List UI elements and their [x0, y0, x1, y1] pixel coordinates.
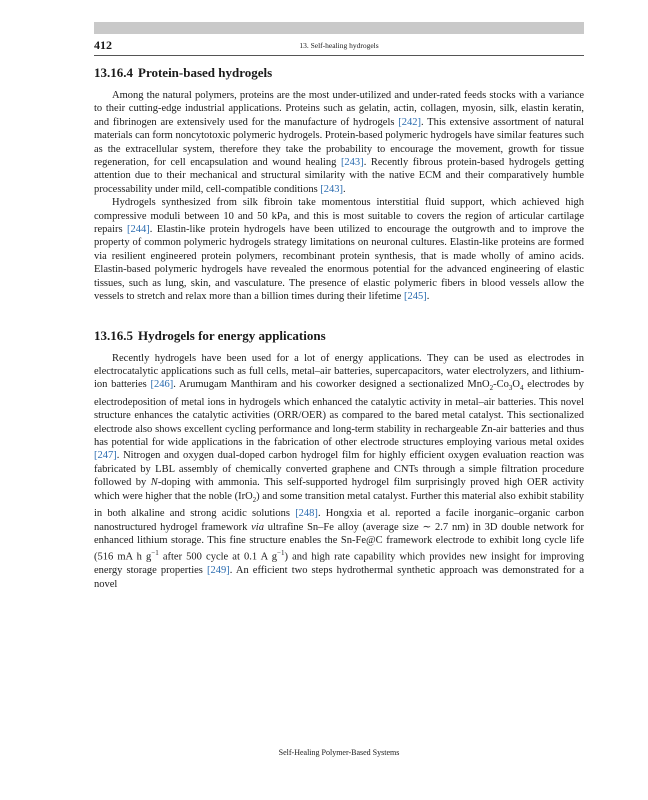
section-title: Protein-based hydrogels	[138, 65, 273, 80]
superscript: −1	[151, 549, 159, 558]
section-heading	[94, 64, 584, 81]
running-title: 13. Self-healing hydrogels	[299, 41, 379, 50]
superscript: −1	[277, 549, 285, 558]
italic-text: via	[251, 521, 264, 533]
subscript: 3	[508, 384, 513, 393]
italic-text: N	[150, 477, 158, 489]
citation-link[interactable]: [243]	[340, 157, 364, 169]
main-content	[94, 64, 584, 591]
section-number: 13.16.5	[94, 327, 133, 343]
citation-link[interactable]: [249]	[206, 565, 230, 577]
subscript: 2	[489, 384, 494, 393]
paragraph: Recently hydrogels have been used for a lot of energy applications. They can be used as electrodes in electrocatalytic applications such as full cells, metal–air batteries, supercapacitors, water electrolyzers, and lithium-ion batteries [246]. Arumugam Manthiram and his coworker designed a sectionalized $MnO_2-Co_3O_4$ electrodes by electrodeposition of metal ions in hydrogels which enhanced the catalytic activity in metal–air batteries. This novel structure enhances the catalytic activities (ORR/OER) as compared to the bared metal catalyst. This sectionalized electrode also shows excellent cycling performance and long-term stability in rechargeable Zn-air batteries and thus has potential for wide applications in the fabrication of other electrode structures employing various metal oxides [247]. Nitrogen and oxygen dual-doped carbon hydrogel film for highly efficient oxygen evaluation reaction was fabricated by LBL assembly of chemically converted graphene and CNTs through a simple filtration procedure followed by N-doping with ammonia. This self-supported hydrogel film surprisingly proved high OER activity which were higher that the noble (IrO$_2$) and some transition metal catalyst. Further this material also exhibit stability in both alkaline and strong acidic solutions [248]. Hongxia et al. reported a facile inorganic–organic carbon nanostructured hydrogel framework via ultrafine Sn–Fe alloy (average size ∼ 2.7 nm) in 3D double network for enhanced lithium storage. This fine structure enables the Sn-Fe@C framework electrode to exhibit long cycle life (516 mA h $g^{-1}$ after 500 cycle at 0.1 A $g^{-1}$) and high rate capability which provides new insight for improving energy storage properties [249]. An efficient two steps hydrothermal synthetic approach was demonstrated for a novel	[94, 352, 585, 590]
citation-link[interactable]: [242]	[398, 116, 421, 128]
page-footer: Self-Healing Polymer-Based Systems	[278, 748, 400, 757]
citation-link[interactable]: [247]	[94, 450, 117, 462]
page-number: 412	[94, 38, 112, 52]
header-rule	[94, 55, 584, 56]
citation-link[interactable]: [246]	[150, 379, 174, 391]
citation-link[interactable]: [248]	[295, 508, 318, 520]
header-bar	[94, 22, 584, 34]
citation-link[interactable]: [244]	[127, 224, 150, 236]
paragraph: Hydrogels synthesized from silk fibroin take momentous interstitial fluid support, which achieved high compressive moduli between 10 and 50 kPa, and this is most suitable to covers the region of articular cartilage repairs [244]. Elastin-like protein hydrogels have been utilized to encourage the outgrowth and to improve the property of common polymeric hydrogels strategy limitations on neuronal cultures. Elastin-like proteins are formed via resilient engineered protein polymers, recombinant protein synthesis, that is made wholly of amino acids. Elastin-based polymeric hydrogels have revealed the enormous potential for the advanced engineering of elastic tissues, such as lung, skin, and vasculature. The presence of elastic polymeric fibers in blood vessels allow the vessels to stretch and relax more than a billion times during their lifetime [245].	[94, 197, 584, 303]
subscript: 4	[519, 384, 524, 393]
section-protein-hydrogels	[94, 64, 584, 304]
page-header	[94, 38, 584, 54]
paragraph: Among the natural polymers, proteins are the most under-utilized and under-rated feeds stocks with a variance to their cutting-edge industrial applications. Proteins such as gelatin, actin, collagen, myosin, silk, elastin keratin, and fibrinogen are extensively used for the manufacture of hydrogels [242]. This extensive assortment of natural materials can form noncytotoxic polymeric hydrogels. Protein-based polymeric hydrogels have similar features such as the extracellular system, therefore they take the probability to encourage the movement, growth for tissue regeneration, for cell encapsulation and wound healing [243]. Recently fibrous protein-based hydrogels getting attention due to their mechanical and structural similarity with the native ECM and their comparatively humble processability under mild, cell-compatible conditions [243].	[94, 90, 584, 195]
citation-link[interactable]: [243]	[320, 183, 344, 195]
section-number: 13.16.4	[94, 65, 133, 80]
citation-link[interactable]: [245]	[403, 291, 427, 303]
section-energy-hydrogels	[94, 327, 584, 592]
subscript: 2	[252, 495, 257, 504]
section-heading	[94, 327, 584, 344]
section-title: Hydrogels for energy applications	[138, 327, 326, 343]
